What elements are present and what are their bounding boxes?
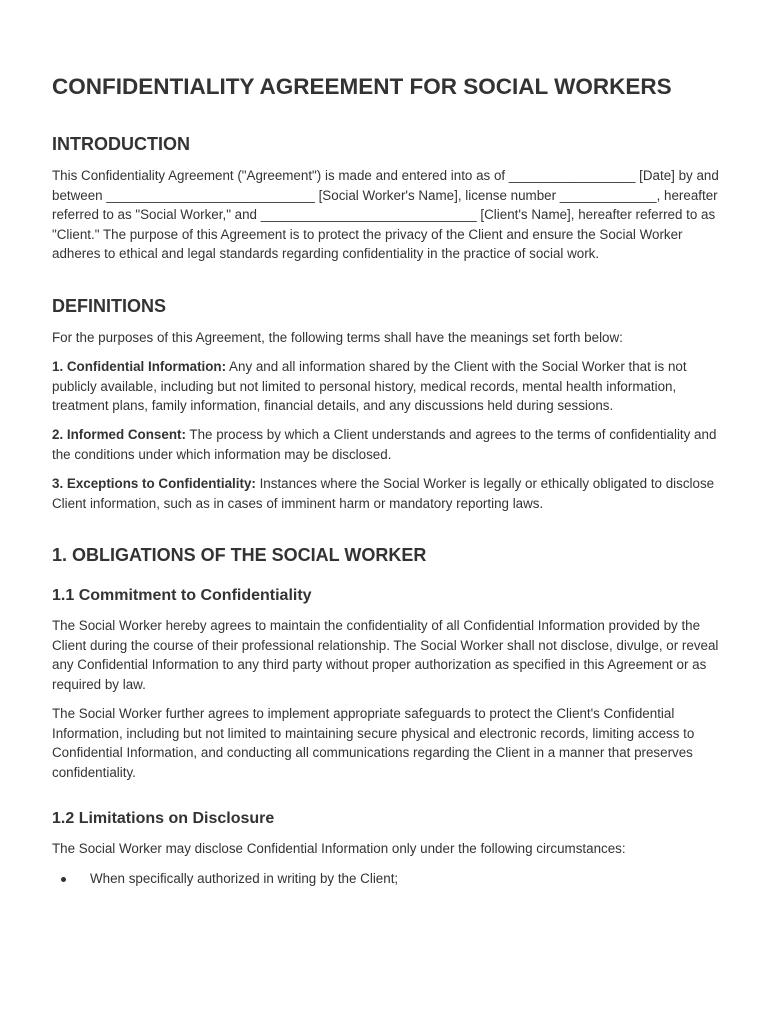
definition-item <box>52 425 724 464</box>
commitment-paragraph: The Social Worker hereby agrees to maintain the confidentiality of all Confidential Information provided by the Client during the course of their professional relationship. The Social Worker shall not disclose, divulge, or reveal any Confidential Information to any third party without proper authorization as specified in this Agreement or as required by law. <box>52 618 719 692</box>
list-item <box>52 869 724 889</box>
definition-text: Instances where the Social Worker is legally or ethically obligated to disclose Client information, such as in cases of imminent harm or mandatory reporting laws. <box>52 476 715 511</box>
introduction-heading: INTRODUCTION <box>52 134 190 154</box>
obligations-heading: 1. OBLIGATIONS OF THE SOCIAL WORKER <box>52 545 427 566</box>
limitations-heading: 1.2 Limitations on Disclosure <box>52 810 275 828</box>
document-title: CONFIDENTIALITY AGREEMENT FOR SOCIAL WORKERS <box>52 74 672 99</box>
definition-term: 2. Informed Consent: <box>52 427 186 443</box>
definitions-heading: DEFINITIONS <box>52 295 167 316</box>
definition-item <box>52 357 724 416</box>
definitions-intro: For the purposes of this Agreement, the following terms shall have the meanings set forth below: <box>52 329 623 345</box>
definition-term: 3. Exceptions to Confidentiality: <box>52 476 256 492</box>
limitations-intro: The Social Worker may disclose Confidential Information only under the following circumstances: <box>52 841 626 857</box>
definition-text: Any and all information shared by the Client with the Social Worker that is not publicly available, including but not limited to personal history, medical records, mental health information, treatment plans, family information, financial details, and any discussions held during sessions. <box>52 359 687 414</box>
list-item-text: When specifically authorized in writing by the Client; <box>90 870 399 886</box>
commitment-heading: 1.1 Commitment to Confidentiality <box>52 587 312 605</box>
document-page <box>52 70 724 888</box>
introduction-paragraph: This Confidentiality Agreement ("Agreement") is made and entered into as of _________________ [Date] by and between ____________________________ [Social Worker's Name], license number _____________, hereafter referred to as "Social Worker," and _____________________________ [Client's Name], hereafter referred to as "Client." The purpose of this Agreement is to protect the privacy of the Client and ensure the Social Worker adheres to ethical and legal standards regarding confidentiality in the practice of social work. <box>52 168 719 262</box>
definition-term: 1. Confidential Information: <box>52 359 227 375</box>
bullet-icon <box>61 877 66 882</box>
definition-item <box>52 474 724 513</box>
definition-text: The process by which a Client understands and agrees to the terms of confidentiality and the conditions under which information may be disclosed. <box>52 427 717 462</box>
commitment-paragraph: The Social Worker further agrees to implement appropriate safeguards to protect the Client's Confidential Information, including but not limited to maintaining secure physical and electronic records, limiting access to Confidential Information, and conducting all communications regarding the Client in a manner that preserves confidentiality. <box>52 706 695 780</box>
limitations-list <box>52 869 724 889</box>
